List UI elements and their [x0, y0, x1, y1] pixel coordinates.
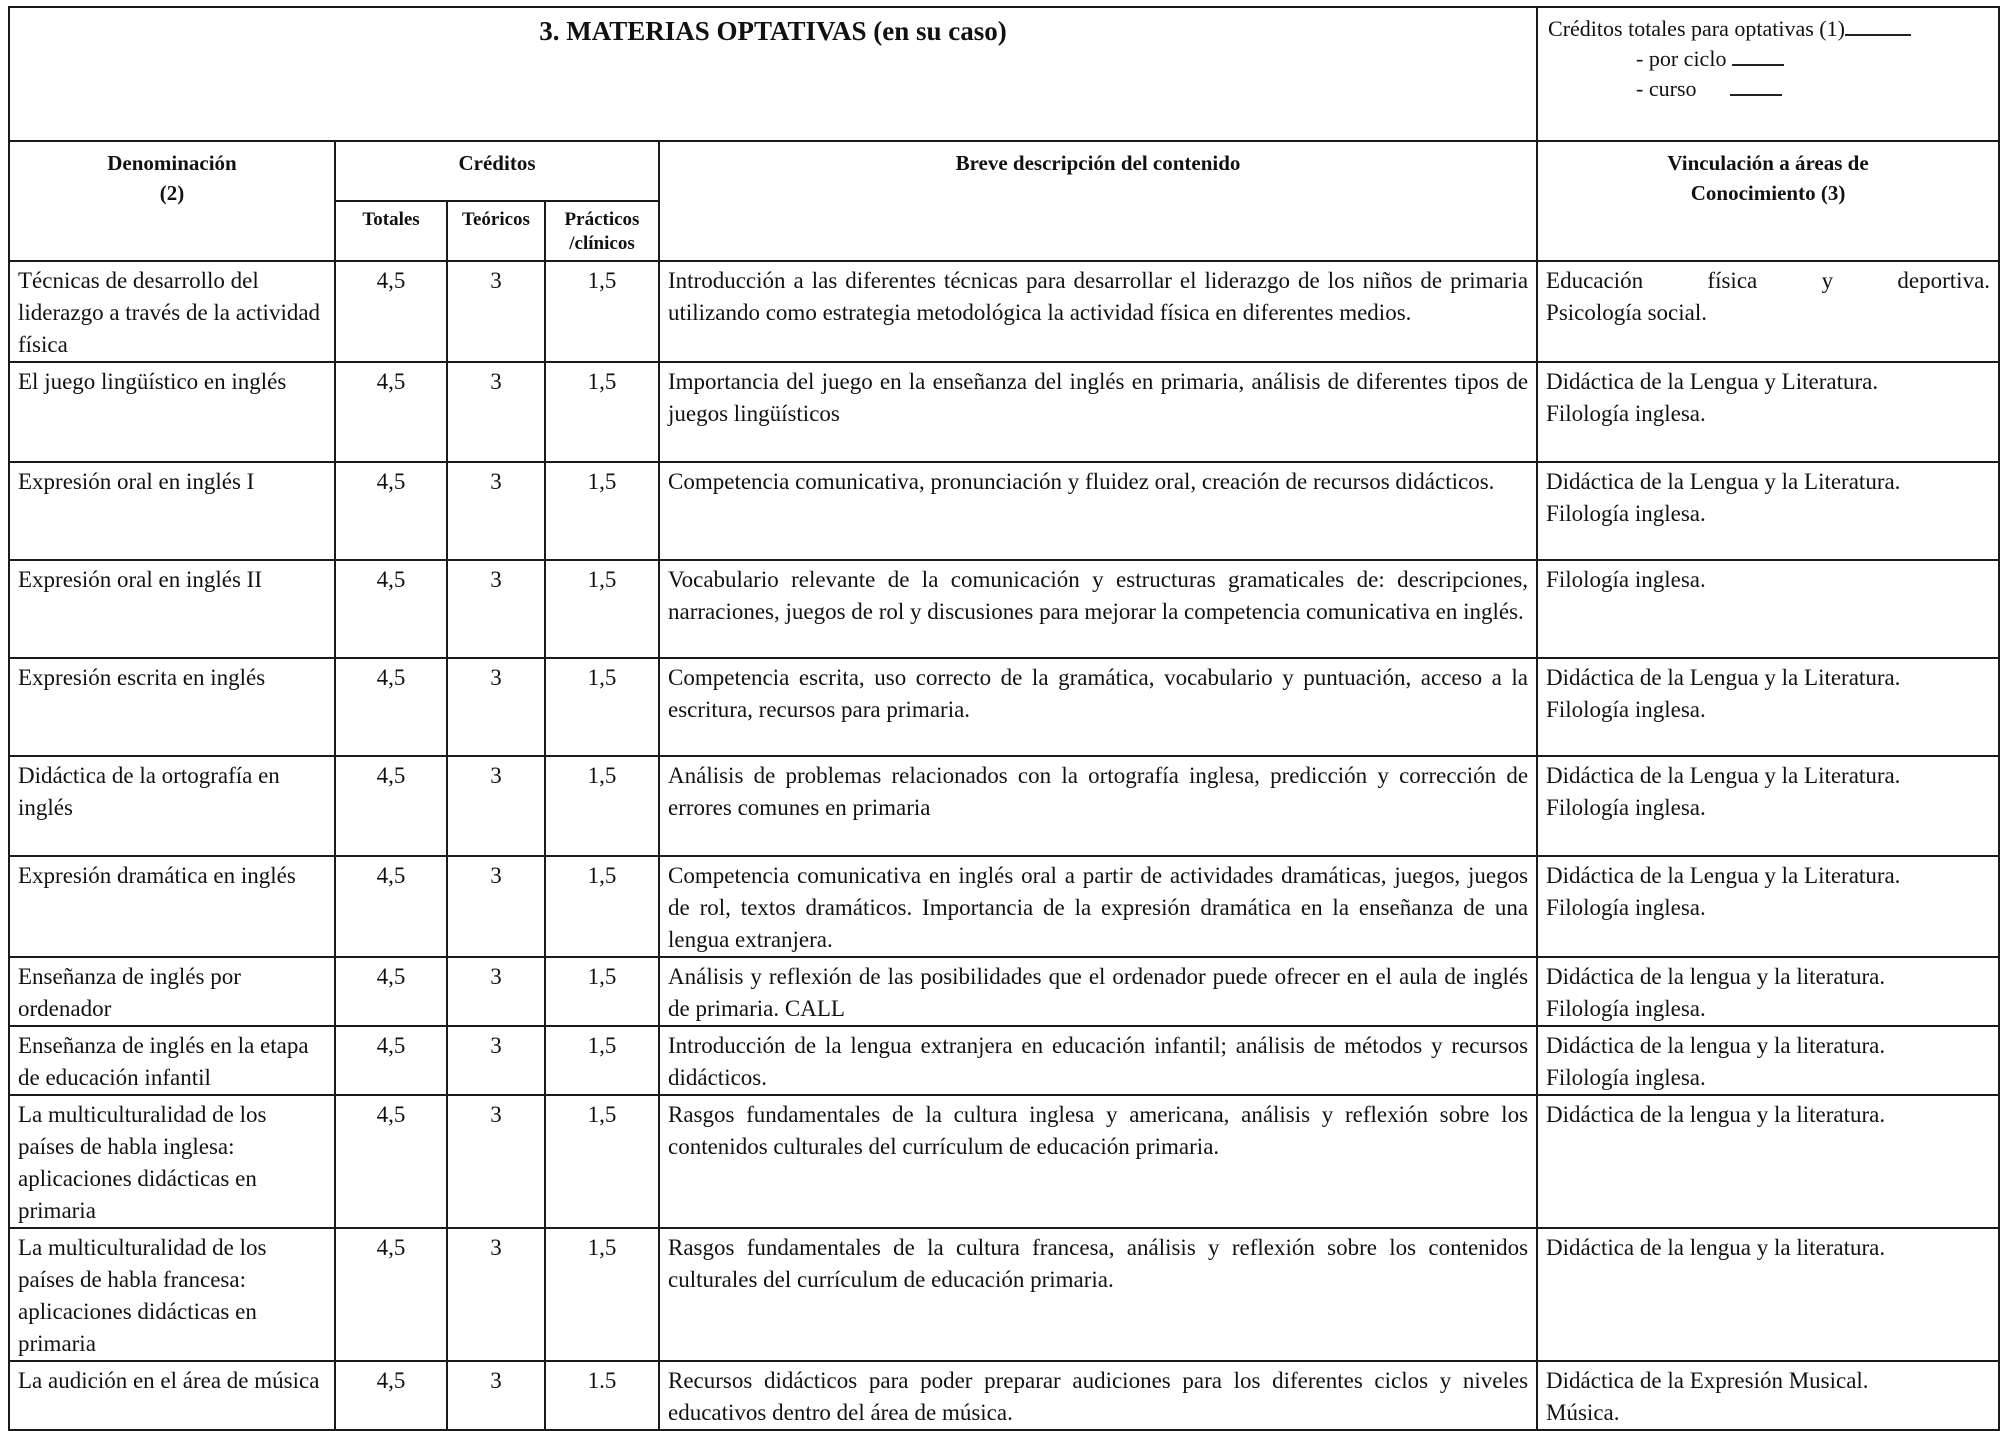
knowledge-areas: [1537, 658, 1999, 756]
credits-practice: 1,5: [545, 957, 659, 1026]
knowledge-areas: [1537, 362, 1999, 462]
subject-name: Didáctica de la ortografía en inglés: [9, 756, 335, 856]
knowledge-area-primary: Didáctica de la lengua y la literatura.: [1546, 964, 1886, 989]
col-header-teoricos: Teóricos: [447, 201, 545, 261]
credits-practice: 1,5: [545, 756, 659, 856]
subject-name: Técnicas de desarrollo del liderazgo a través de la actividad física: [9, 261, 335, 362]
subjects-table: [8, 6, 2000, 1431]
content-description: Competencia comunicativa, pronunciación y fluidez oral, creación de recursos didácticos.: [659, 462, 1537, 560]
credits-total-label: Créditos totales para optativas (1): [1548, 16, 1845, 41]
credits-practice: 1.5: [545, 1361, 659, 1430]
credits-practice: 1,5: [545, 856, 659, 957]
col-header-vinculacion: Vinculación a áreas de Conocimiento (3): [1537, 141, 1999, 261]
per-cycle-label: - por ciclo: [1636, 46, 1727, 71]
content-description: Competencia escrita, uso correcto de la gramática, vocabulario y puntuación, acceso a la escritura, recursos para primaria.: [659, 658, 1537, 756]
subject-name: Enseñanza de inglés por ordenador: [9, 957, 335, 1026]
credits-theory: 3: [447, 1228, 545, 1361]
credits-theory: 3: [447, 957, 545, 1026]
subject-name: Expresión dramática en inglés: [9, 856, 335, 957]
knowledge-area-primary: Didáctica de la lengua y la literatura.: [1546, 1102, 1886, 1127]
table-row: [9, 1361, 1999, 1430]
subject-name: Enseñanza de inglés en la etapa de educación infantil: [9, 1026, 335, 1095]
content-description: Rasgos fundamentales de la cultura inglesa y americana, análisis y reflexión sobre los contenidos culturales del currículum de educación primaria.: [659, 1095, 1537, 1228]
per-cycle-blank: [1732, 44, 1784, 66]
credits-summary: [1537, 7, 1999, 141]
col-header-creditos: Créditos: [335, 141, 659, 201]
credits-theory: 3: [447, 362, 545, 462]
credits-practice: 1,5: [545, 261, 659, 362]
col-header-denominacion: Denominación (2): [9, 141, 335, 261]
knowledge-areas: [1537, 560, 1999, 658]
knowledge-area-secondary: Filología inglesa.: [1546, 401, 1706, 426]
knowledge-area-secondary: Filología inglesa.: [1546, 697, 1706, 722]
credits-total: 4,5: [335, 856, 447, 957]
credits-practice: 1,5: [545, 1095, 659, 1228]
knowledge-area-primary: Didáctica de la Lengua y la Literatura.: [1546, 863, 1901, 888]
knowledge-area-secondary: Filología inglesa.: [1546, 996, 1706, 1021]
credits-total: 4,5: [335, 362, 447, 462]
credits-total: 4,5: [335, 957, 447, 1026]
knowledge-area-primary: Didáctica de la Lengua y la Literatura.: [1546, 665, 1901, 690]
credits-total-blank: [1845, 14, 1911, 36]
subject-name: La multiculturalidad de los países de habla inglesa: aplicaciones didácticas en primaria: [9, 1095, 335, 1228]
table-row: [9, 362, 1999, 462]
credits-practice: 1,5: [545, 1026, 659, 1095]
credits-practice: 1,5: [545, 658, 659, 756]
form-header-row: [9, 7, 1999, 141]
subject-name: Expresión oral en inglés II: [9, 560, 335, 658]
content-description: Introducción a las diferentes técnicas para desarrollar el liderazgo de los niños de primaria utilizando como estrategia metodológica la actividad física en diferentes medios.: [659, 261, 1537, 362]
subject-name: Expresión oral en inglés I: [9, 462, 335, 560]
credits-total: 4,5: [335, 1228, 447, 1361]
content-description: Introducción de la lengua extranjera en educación infantil; análisis de métodos y recursos didácticos.: [659, 1026, 1537, 1095]
knowledge-area-primary: Didáctica de la lengua y la literatura.: [1546, 1235, 1886, 1260]
knowledge-areas: [1537, 261, 1999, 362]
credits-total: 4,5: [335, 1026, 447, 1095]
credits-total: 4,5: [335, 462, 447, 560]
credits-total: 4,5: [335, 1361, 447, 1430]
subject-name: El juego lingüístico en inglés: [9, 362, 335, 462]
column-header-row: [9, 141, 1999, 201]
content-description: Competencia comunicativa en inglés oral a partir de actividades dramáticas, juegos, juegos de rol, textos dramáticos. Importancia de la expresión dramática en la enseñanza de una lengua extranjera.: [659, 856, 1537, 957]
knowledge-areas: [1537, 1026, 1999, 1095]
table-row: [9, 957, 1999, 1026]
knowledge-area-primary: Didáctica de la lengua y la literatura.: [1546, 1033, 1886, 1058]
table-row: [9, 462, 1999, 560]
knowledge-areas: [1537, 1361, 1999, 1430]
knowledge-areas: [1537, 1095, 1999, 1228]
knowledge-area-secondary: Filología inglesa.: [1546, 895, 1706, 920]
knowledge-areas: [1537, 957, 1999, 1026]
content-description: Análisis y reflexión de las posibilidades que el ordenador puede ofrecer en el aula de inglés de primaria. CALL: [659, 957, 1537, 1026]
credits-practice: 1,5: [545, 1228, 659, 1361]
optional-subjects-form: [8, 6, 1998, 1425]
subject-name: La multiculturalidad de los países de habla francesa: aplicaciones didácticas en primaria: [9, 1228, 335, 1361]
table-row: [9, 1095, 1999, 1228]
knowledge-area-secondary: Filología inglesa.: [1546, 1065, 1706, 1090]
credits-total: 4,5: [335, 756, 447, 856]
per-course-blank: [1730, 74, 1782, 96]
table-row: [9, 756, 1999, 856]
per-course-label: - curso: [1636, 76, 1697, 101]
col-header-descripcion: Breve descripción del contenido: [659, 141, 1537, 261]
content-description: Análisis de problemas relacionados con la ortografía inglesa, predicción y corrección de errores comunes en primaria: [659, 756, 1537, 856]
table-row: [9, 1228, 1999, 1361]
knowledge-area-primary: Didáctica de la Lengua y la Literatura.: [1546, 469, 1901, 494]
credits-theory: 3: [447, 658, 545, 756]
knowledge-area-primary: Didáctica de la Lengua y Literatura.: [1546, 369, 1879, 394]
credits-theory: 3: [447, 1361, 545, 1430]
knowledge-areas: [1537, 462, 1999, 560]
table-row: [9, 261, 1999, 362]
knowledge-area-primary: Didáctica de la Lengua y la Literatura.: [1546, 763, 1901, 788]
table-row: [9, 658, 1999, 756]
credits-total: 4,5: [335, 658, 447, 756]
credits-theory: 3: [447, 1026, 545, 1095]
credits-practice: 1,5: [545, 462, 659, 560]
content-description: Importancia del juego en la enseñanza del inglés en primaria, análisis de diferentes tipos de juegos lingüísticos: [659, 362, 1537, 462]
page-title: 3. MATERIAS OPTATIVAS (en su caso): [9, 7, 1537, 141]
knowledge-area-primary: Filología inglesa.: [1546, 567, 1706, 592]
credits-total: 4,5: [335, 560, 447, 658]
knowledge-area-secondary: Psicología social.: [1546, 300, 1708, 325]
credits-theory: 3: [447, 560, 545, 658]
knowledge-area-secondary: Filología inglesa.: [1546, 501, 1706, 526]
credits-total: 4,5: [335, 1095, 447, 1228]
table-row: [9, 1026, 1999, 1095]
credits-theory: 3: [447, 462, 545, 560]
knowledge-areas: [1537, 1228, 1999, 1361]
credits-theory: 3: [447, 1095, 545, 1228]
subject-name: La audición en el área de música: [9, 1361, 335, 1430]
col-header-practicos: Prácticos /clínicos: [545, 201, 659, 261]
knowledge-area-primary: Educación física y deportiva.: [1546, 268, 1991, 293]
content-description: Vocabulario relevante de la comunicación y estructuras gramaticales de: descripciones, narraciones, juegos de rol y discusiones para mejorar la competencia comunicativa en inglés.: [659, 560, 1537, 658]
knowledge-area-primary: Didáctica de la Expresión Musical.: [1546, 1368, 1869, 1393]
content-description: Recursos didácticos para poder preparar audiciones para los diferentes ciclos y niveles educativos dentro del área de música.: [659, 1361, 1537, 1430]
credits-theory: 3: [447, 756, 545, 856]
knowledge-area-secondary: Filología inglesa.: [1546, 795, 1706, 820]
credits-theory: 3: [447, 856, 545, 957]
credits-total: 4,5: [335, 261, 447, 362]
knowledge-area-secondary: Música.: [1546, 1400, 1620, 1425]
credits-practice: 1,5: [545, 362, 659, 462]
knowledge-areas: [1537, 856, 1999, 957]
credits-practice: 1,5: [545, 560, 659, 658]
knowledge-areas: [1537, 756, 1999, 856]
credits-theory: 3: [447, 261, 545, 362]
table-row: [9, 560, 1999, 658]
subject-name: Expresión escrita en inglés: [9, 658, 335, 756]
col-header-totales: Totales: [335, 201, 447, 261]
table-row: [9, 856, 1999, 957]
content-description: Rasgos fundamentales de la cultura francesa, análisis y reflexión sobre los contenidos culturales del currículum de educación primaria.: [659, 1228, 1537, 1361]
